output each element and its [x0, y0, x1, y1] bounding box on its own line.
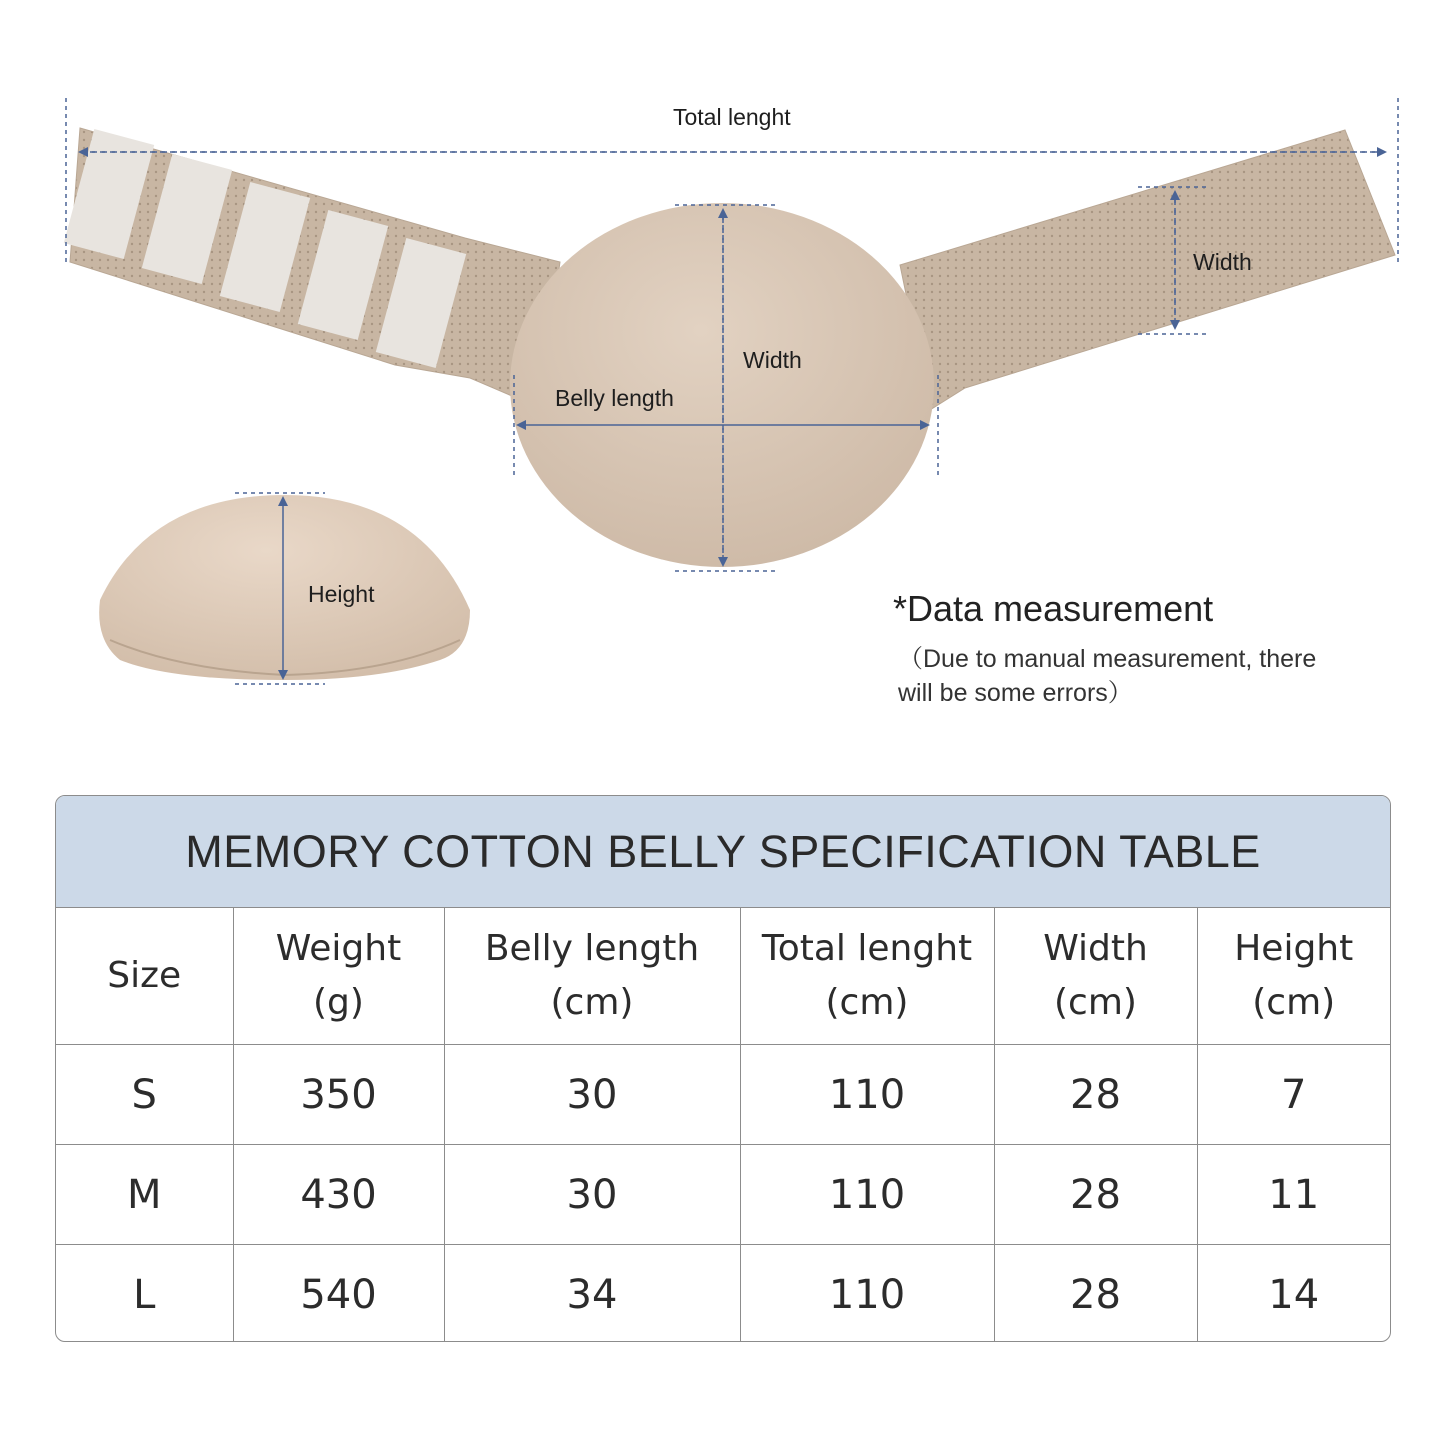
right-strap [900, 130, 1395, 410]
specification-table [55, 795, 1391, 1342]
data-measurement-title: *Data measurement [893, 588, 1214, 629]
strap-width-label: Width [1193, 249, 1252, 275]
cell-width: 28 [994, 1045, 1197, 1145]
cell-weight: 540 [233, 1245, 444, 1343]
belly-side-view [99, 495, 470, 680]
left-strap [64, 128, 560, 408]
header-belly-length: Belly length (cm) [444, 908, 740, 1045]
height-label: Height [308, 581, 375, 607]
cell-height: 7 [1197, 1045, 1390, 1145]
header-size: Size [56, 908, 233, 1045]
data-measurement-note: （Due to manual measurement, there will be some errors） [898, 645, 1317, 707]
table-row [56, 1045, 1390, 1145]
cell-belly-length: 30 [444, 1145, 740, 1245]
cell-weight: 430 [233, 1145, 444, 1245]
cell-size: L [56, 1245, 233, 1343]
cell-weight: 350 [233, 1045, 444, 1145]
header-height: Height (cm) [1197, 908, 1390, 1045]
cell-belly-length: 34 [444, 1245, 740, 1343]
header-total-length: Total lenght (cm) [740, 908, 994, 1045]
header-weight: Weight (g) [233, 908, 444, 1045]
cell-width: 28 [994, 1245, 1197, 1343]
cell-total-length: 110 [740, 1145, 994, 1245]
spec-grid [56, 908, 1390, 1342]
cell-total-length: 110 [740, 1245, 994, 1343]
cell-size: M [56, 1145, 233, 1245]
cell-size: S [56, 1045, 233, 1145]
table-row [56, 1145, 1390, 1245]
cell-height: 11 [1197, 1145, 1390, 1245]
cell-width: 28 [994, 1145, 1197, 1245]
header-width: Width (cm) [994, 908, 1197, 1045]
belly-length-label: Belly length [555, 385, 674, 411]
header-row [56, 908, 1390, 1045]
table-title: MEMORY COTTON BELLY SPECIFICATION TABLE [56, 796, 1390, 908]
cell-height: 14 [1197, 1245, 1390, 1343]
cell-belly-length: 30 [444, 1045, 740, 1145]
belly-width-label: Width [743, 347, 802, 373]
cell-total-length: 110 [740, 1045, 994, 1145]
total-length-label: Total lenght [673, 104, 791, 130]
table-row [56, 1245, 1390, 1343]
